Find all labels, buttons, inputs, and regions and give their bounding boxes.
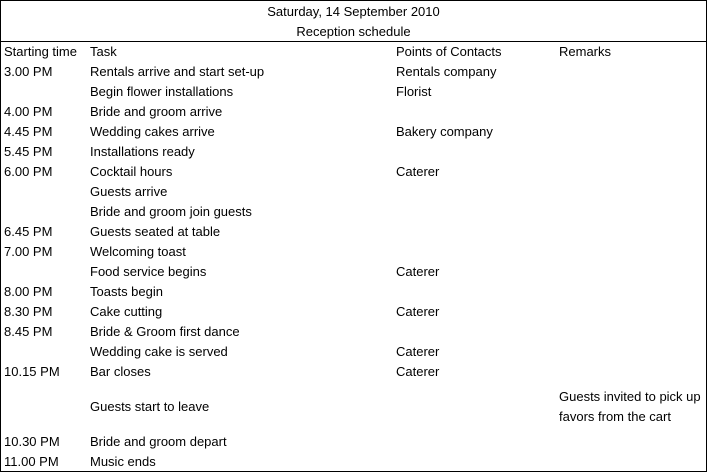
time-cell: 10.30 PM: [4, 434, 60, 449]
table-row: [1, 202, 707, 222]
table-row: [1, 302, 707, 322]
remarks-cell: [556, 322, 707, 342]
contact-cell: Caterer: [396, 364, 440, 379]
remarks-cell: [556, 122, 707, 142]
contact-cell: [393, 242, 556, 262]
column-header-time: Starting time: [4, 44, 77, 59]
task-cell: Wedding cakes arrive: [90, 124, 215, 139]
time-cell: [1, 202, 87, 222]
time-cell: [1, 82, 87, 102]
task-cell: Welcoming toast: [90, 244, 186, 259]
time-cell: 4.00 PM: [4, 104, 53, 119]
remarks-cell: [556, 342, 707, 362]
contact-cell: Caterer: [396, 264, 440, 279]
time-cell: 8.00 PM: [4, 284, 53, 299]
time-cell: [1, 262, 87, 282]
table-row: [1, 222, 707, 242]
time-cell: 8.30 PM: [4, 304, 53, 319]
time-cell: [1, 342, 87, 362]
table-row: [1, 282, 707, 302]
contact-cell: [393, 142, 556, 162]
task-cell: Bride and groom depart: [90, 434, 227, 449]
remarks-cell: [556, 162, 707, 182]
table-row: [1, 102, 707, 122]
schedule-table: [1, 42, 707, 472]
time-cell: 6.45 PM: [4, 224, 53, 239]
task-cell: Bride and groom join guests: [90, 204, 252, 219]
column-header-remarks: Remarks: [559, 44, 612, 59]
schedule-date: Saturday, 14 September 2010: [267, 4, 440, 19]
remarks-cell: [556, 102, 707, 122]
contact-cell: [393, 102, 556, 122]
remarks-cell: [556, 182, 707, 202]
table-row: [1, 382, 707, 432]
table-row: [1, 122, 707, 142]
remarks-cell: [556, 142, 707, 162]
task-cell: Guests seated at table: [90, 224, 221, 239]
remarks-cell: [556, 82, 707, 102]
remarks-cell: [556, 362, 707, 382]
table-row: [1, 362, 707, 382]
remarks-cell: [556, 262, 707, 282]
column-header-row: [1, 42, 707, 62]
contact-cell: [393, 222, 556, 242]
table-row: [1, 432, 707, 452]
task-cell: Bride and groom arrive: [90, 104, 223, 119]
task-cell: Guests start to leave: [90, 399, 210, 414]
table-row: [1, 242, 707, 262]
contact-cell: [393, 452, 556, 472]
contact-cell: [393, 182, 556, 202]
contact-cell: [393, 202, 556, 222]
time-cell: 10.15 PM: [4, 364, 60, 379]
task-cell: Food service begins: [90, 264, 207, 279]
contact-cell: [393, 322, 556, 342]
task-cell: Bar closes: [90, 364, 151, 379]
time-cell: 11.00 PM: [4, 454, 59, 469]
contact-cell: Caterer: [396, 344, 440, 359]
schedule-subtitle: Reception schedule: [296, 24, 411, 39]
remarks-cell: [556, 202, 707, 222]
contact-cell: [393, 282, 556, 302]
task-cell: Cocktail hours: [90, 164, 173, 179]
remarks-cell: [556, 302, 707, 322]
time-cell: 5.45 PM: [4, 144, 53, 159]
column-header-task: Task: [90, 44, 117, 59]
table-row: [1, 62, 707, 82]
contact-cell: Rentals company: [396, 64, 497, 79]
column-header-contact: Points of Contacts: [396, 44, 502, 59]
task-cell: Wedding cake is served: [90, 344, 228, 359]
task-cell: Installations ready: [90, 144, 195, 159]
remarks-cell: Guests invited to pick up favors from the cart: [559, 389, 701, 424]
time-cell: [1, 382, 87, 432]
contact-cell: [393, 382, 556, 432]
remarks-cell: [556, 432, 707, 452]
remarks-cell: [556, 242, 707, 262]
table-row: [1, 322, 707, 342]
table-row: [1, 342, 707, 362]
contact-cell: Florist: [396, 84, 432, 99]
task-cell: Music ends: [90, 454, 156, 469]
time-cell: 8.45 PM: [4, 324, 53, 339]
time-cell: 6.00 PM: [4, 164, 53, 179]
remarks-cell: [556, 222, 707, 242]
remarks-cell: [556, 282, 707, 302]
task-cell: Begin flower installations: [90, 84, 234, 99]
table-row: [1, 262, 707, 282]
task-cell: Rentals arrive and start set-up: [90, 64, 265, 79]
time-cell: 3.00 PM: [4, 64, 53, 79]
contact-cell: Caterer: [396, 304, 440, 319]
time-cell: 7.00 PM: [4, 244, 53, 259]
remarks-cell: [556, 62, 707, 82]
contact-cell: [393, 432, 556, 452]
table-row: [1, 162, 707, 182]
contact-cell: Bakery company: [396, 124, 493, 139]
table-row: [1, 452, 707, 472]
task-cell: Toasts begin: [90, 284, 163, 299]
time-cell: 4.45 PM: [4, 124, 53, 139]
task-cell: Bride & Groom first dance: [90, 324, 240, 339]
table-row: [1, 82, 707, 102]
remarks-cell: [556, 452, 707, 472]
table-row: [1, 142, 707, 162]
task-cell: Guests arrive: [90, 184, 168, 199]
table-row: [1, 182, 707, 202]
contact-cell: Caterer: [396, 164, 440, 179]
task-cell: Cake cutting: [90, 304, 163, 319]
time-cell: [1, 182, 87, 202]
